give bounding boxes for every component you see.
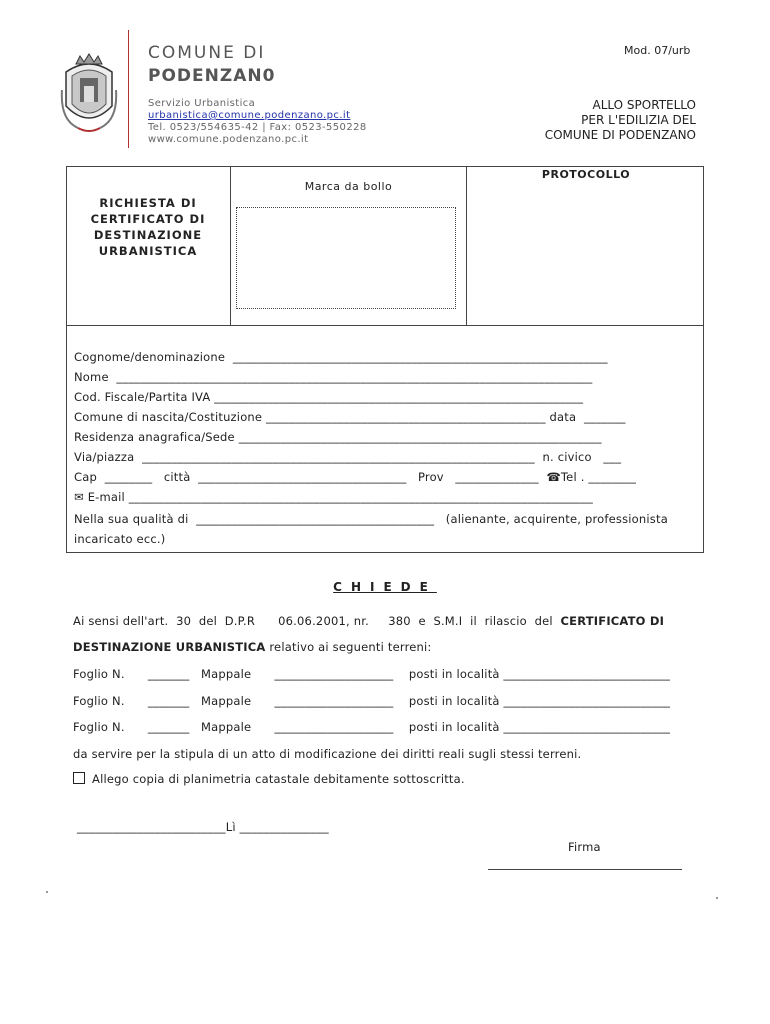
recipient-line: ALLO SPORTELLO [592, 98, 696, 112]
place-date-field[interactable]: _________________________Lì _______________ [77, 820, 329, 834]
field-qualita-cont: incaricato ecc.) [74, 532, 166, 546]
header-divider [128, 30, 129, 148]
allego-label: Allego copia di planimetria catastale debitamente sottoscritta. [92, 772, 465, 786]
module-code: Mod. 07/urb [624, 44, 691, 57]
box-divider [466, 167, 467, 325]
email-link[interactable]: urbanistica@comune.podenzano.pc.it [148, 110, 351, 121]
request-paragraph-line1 [73, 614, 664, 628]
field-qualita[interactable]: Nella sua qualità di ________________________________________ (alienante, acquirente, professionista [74, 512, 668, 526]
revenue-stamp-area[interactable] [236, 207, 456, 309]
request-title-line: CERTIFICATO DI [90, 212, 206, 226]
field-email[interactable]: ✉ E-mail ______________________________________________________________________________ [74, 490, 593, 504]
recipient-line: COMUNE DI PODENZANO [544, 128, 696, 142]
phone-fax: Tel. 0523/554635-42 | Fax: 0523-550228 [148, 122, 367, 133]
parcel-row[interactable]: Foglio N. _______ Mappale ____________________ posti in località ____________________________ [73, 667, 671, 681]
request-title-line: URBANISTICA [98, 244, 198, 258]
signature-label: Firma [568, 840, 601, 854]
section-heading-chiede: CHIEDE [333, 580, 437, 594]
comune-title-line2: PODENZAN0 [148, 66, 276, 86]
scan-speck [46, 891, 48, 893]
request-title-line: DESTINAZIONE [93, 228, 203, 242]
header-form-box [66, 166, 704, 326]
recipient-line: PER L'EDILIZIA DEL [581, 113, 696, 127]
request-title-line: RICHIESTA DI [99, 196, 197, 210]
request-bold-text: CERTIFICATO DI [560, 614, 665, 628]
scan-speck [716, 897, 718, 899]
field-via[interactable]: Via/piazza __________________________________________________________________ n. civico ___ [74, 450, 622, 464]
protocol-label: PROTOCOLLO [541, 168, 631, 181]
signature-line[interactable] [488, 869, 682, 870]
request-text: Ai sensi dell'art. 30 del D.P.R 06.06.2001, nr. 380 e S.M.I il rilascio del [73, 614, 561, 628]
field-cap-citta[interactable]: Cap ________ città ___________________________________ Prov ______________ ☎Tel . ________ [74, 470, 637, 484]
website: www.comune.podenzano.pc.it [148, 134, 309, 145]
municipal-crest [58, 50, 120, 136]
allego-checkbox[interactable] [73, 772, 85, 784]
request-bold-text: DESTINAZIONE URBANISTICA [73, 640, 266, 654]
request-text: relativo ai seguenti terreni: [265, 640, 432, 654]
revenue-stamp-label: Marca da bollo [304, 180, 393, 193]
parcel-row[interactable]: Foglio N. _______ Mappale ____________________ posti in località ____________________________ [73, 720, 671, 734]
contact-block [148, 98, 367, 146]
servizio-label: Servizio Urbanistica [148, 98, 256, 109]
applicant-box [66, 326, 704, 553]
request-paragraph-line2 [73, 640, 431, 654]
field-codice-fiscale[interactable]: Cod. Fiscale/Partita IVA ______________________________________________________________ [74, 390, 584, 404]
parcel-row[interactable]: Foglio N. _______ Mappale ____________________ posti in località ____________________________ [73, 694, 671, 708]
purpose-text: da servire per la stipula di un atto di modificazione dei diritti reali sugli stessi terreni. [73, 747, 582, 761]
comune-title-line1: COMUNE DI [148, 43, 266, 63]
recipient-block [545, 98, 696, 143]
field-cognome[interactable]: Cognome/denominazione _______________________________________________________________ [74, 350, 608, 364]
field-residenza[interactable]: Residenza anagrafica/Sede _____________________________________________________________ [74, 430, 602, 444]
request-title [73, 195, 223, 259]
field-nome[interactable]: Nome ________________________________________________________________________________ [74, 370, 593, 384]
field-comune-nascita[interactable]: Comune di nascita/Costituzione _______________________________________________ data _______ [74, 410, 626, 424]
